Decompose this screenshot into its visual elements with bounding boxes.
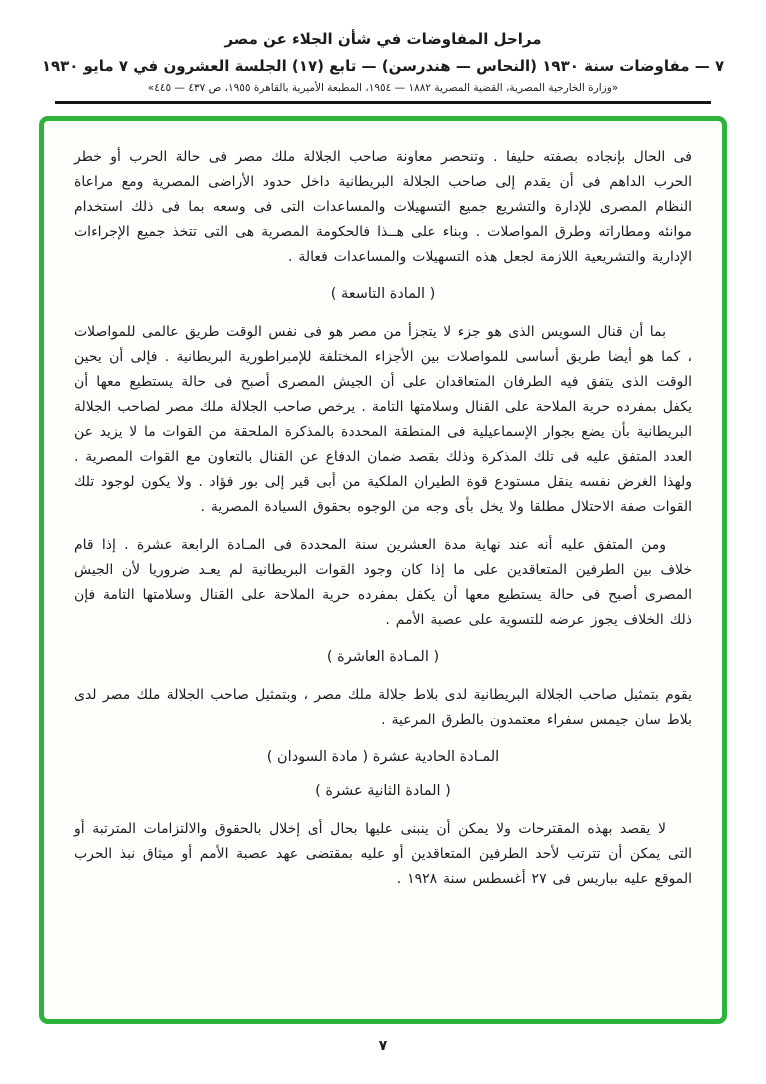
page-header [0, 30, 766, 94]
source-citation: «وزارة الخارجية المصرية، القضية المصرية ١٨٨٢ — ١٩٥٤، المطبعة الأميرية بالقاهرة ١٩٥٥، ص ٤٣٧ — ٤٤٥» [147, 82, 619, 94]
document-body [74, 145, 692, 892]
header-divider [55, 101, 711, 104]
paragraph: لا يقصد بهذه المقترحات ولا يمكن أن ينبنى عليها بحال أى إخلال بالحقوق والالتزامات المترتبة أو التى يمكن أن تترتب لأحد الطرفين المتعاقدين أو عليه بمقتضى عهد عصبة الأمم أو ميثاق نبذ الحرب الموقع عليه بباريس فى ٢٧ أغسطس سنة ١٩٢٨ . [74, 821, 692, 887]
article-heading: ( المادة الثانية عشرة ) [315, 783, 451, 799]
paragraph: ومن المتفق عليه أنه عند نهاية مدة العشرين سنة المحددة فى المـادة الرابعة عشرة . إذا قام خلاف بين الطرفين المتعاقدين على ما إذا كان وجود القوات البريطانية لم يعـد ضروريا لأن الجيش المصرى أصبح فى حالة يستطيع معها أن يكفل بمفرده حرية الملاحة على القنال وسلامتها التامة فإن ذلك الخلاف يجوز عرضه للتسوية على عصبة الأمم . [74, 537, 692, 628]
article-heading: ( المـادة العاشرة ) [326, 649, 440, 665]
highlight-frame [39, 116, 727, 1024]
paragraph: يقوم بتمثيل صاحب الجلالة البريطانية لدى بلاط جلالة ملك مصر ، وبتمثيل صاحب الجلالة ملك مصر لدى بلاط سان جيمس سفراء معتمدون بالطرق المرعية . [74, 687, 692, 728]
paragraph: بما أن قنال السويس الذى هو جزء لا يتجزأ من مصر هو فى نفس الوقت طريق عالمى للمواصلات ، كما هو أيضا طريق أساسى للمواصلات بين الأجزاء المختلفة للإمبراطورية البريطانية . فإلى أن يحين الوقت الذى يتفق فيه الطرفان المتعاقدان على أن الجيش المصرى أصبح فى حالة يستطيع معها أن يكفل بمفرده حرية الملاحة على القنال وسلامتها التامة . يرخص صاحب الجلالة ملك مصر لصاحب الجلالة البريطانية بأن يضع بجوار الإسماعيلية فى المنطقة المحددة بالمذكرة الملحقة من القوات ما لا يزيد عن العدد المتفق عليه فى تلك المذكرة وذلك بقصد ضمان الدفاع عن القنال بالتعاون مع القوات المصرية . ولهذا الغرض نفسه ينقل مستودع قوة الطيران الملكية من أبى قير إلى بور فؤاد . ولا يكون لوجود تلك القوات صفة الاحتلال مطلقا ولا يخل بأى وجه من الوجوه بحقوق السيادة المصرية . [74, 324, 692, 515]
article-heading: المـادة الحادية عشرة ( مادة السودان ) [266, 749, 500, 765]
page-number: ٧ [378, 1038, 388, 1054]
paragraph: فى الحال بإنجاده بصفته حليفا . وتنحصر معاونة صاحب الجلالة ملك مصر فى حالة الحرب أو خطر الحرب الداهم فى أن يقدم إلى صاحب الجلالة البريطانية داخل حدود الأراضى المصرية ومع مراعاة النظام المصرى للإدارة والتشريع جميع التسهيلات والمساعدات التى فى وسعه بما فى ذلك استخدام موانئه ومطاراته وطرق المواصلات . وبناء على هــذا فالحكومة المصرية هى التى تتخذ جميع الإجراءات الإدارية والتشريعية اللازمة لجعل هذه التسهيلات والمساعدات فعالة . [74, 149, 692, 265]
article-heading: ( المادة التاسعة ) [330, 286, 436, 302]
document-subtitle: ٧ — مفاوضات سنة ١٩٣٠ (النحاس — هندرسن) — تابع (١٧) الجلسة العشرون في ٧ مايو ١٩٣٠ [41, 57, 725, 75]
document-title: مراحل المفاوضات في شأن الجلاء عن مصر [224, 30, 542, 48]
